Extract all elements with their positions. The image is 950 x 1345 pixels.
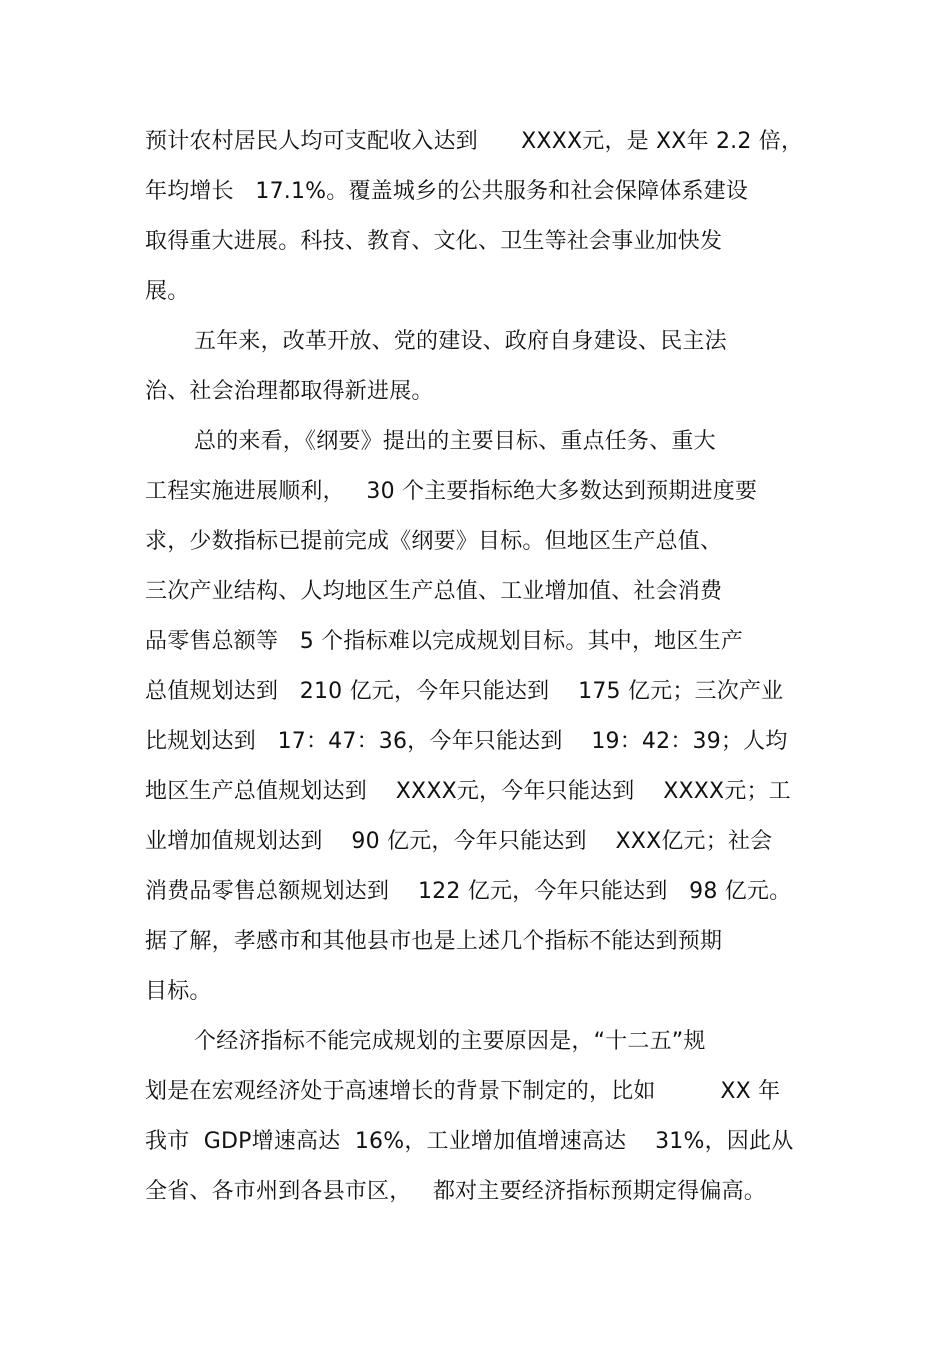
text-line: 消费品零售总额规划达到 122 亿元，今年只能达到 98 亿元。: [145, 879, 792, 904]
text-line: 三次产业结构、人均地区生产总值、工业增加值、社会消费: [145, 579, 723, 604]
text-line: 工程实施进展顺利， 30 个主要指标绝大多数达到预期进度要: [145, 479, 758, 504]
paragraph-start-line: 总的来看，《纲要》提出的主要目标、重点任务、重大: [194, 429, 716, 454]
paragraph-start-line: 个经济指标不能完成规划的主要原因是，“十二五”规: [194, 1029, 706, 1054]
text-line: 展。: [145, 279, 190, 304]
text-line: 地区生产总值规划达到 XXXX元，今年只能达到 XXXX元；工: [145, 779, 791, 804]
text-line: 全省、各市州到各县市区， 都对主要经济指标预期定得偏高。: [145, 1179, 766, 1204]
text-line: 目标。: [145, 979, 212, 1004]
paragraph-start-line: 五年来，改革开放、党的建设、政府自身建设、民主法: [194, 329, 727, 354]
text-line: 品零售总额等 5 个指标难以完成规划目标。其中，地区生产: [145, 629, 743, 654]
text-line: 比规划达到 17：47：36，今年只能达到 19：42：39；人均: [145, 729, 788, 754]
text-line: 取得重大进展。科技、教育、文化、卫生等社会事业加快发: [145, 229, 723, 254]
text-line: 治、社会治理都取得新进展。: [145, 379, 434, 404]
text-line: 划是在宏观经济处于高速增长的背景下制定的，比如 XX 年: [145, 1079, 781, 1104]
text-line: 据了解，孝感市和其他县市也是上述几个指标不能达到预期: [145, 929, 723, 954]
text-line: 总值规划达到 210 亿元，今年只能达到 175 亿元；三次产业: [145, 679, 784, 704]
text-line: 预计农村居民人均可支配收入达到 XXXX元，是 XX年 2.2 倍，: [145, 129, 804, 154]
text-line: 求，少数指标已提前完成《纲要》目标。但地区生产总值、: [145, 529, 723, 554]
text-line: 业增加值规划达到 90 亿元，今年只能达到 XXX亿元；社会: [145, 829, 773, 854]
text-line: 年均增长 17.1%。覆盖城乡的公共服务和社会保障体系建设: [145, 179, 749, 204]
text-line: 我市 GDP增速高达 16%，工业增加值增速高达 31%，因此从: [145, 1129, 794, 1154]
